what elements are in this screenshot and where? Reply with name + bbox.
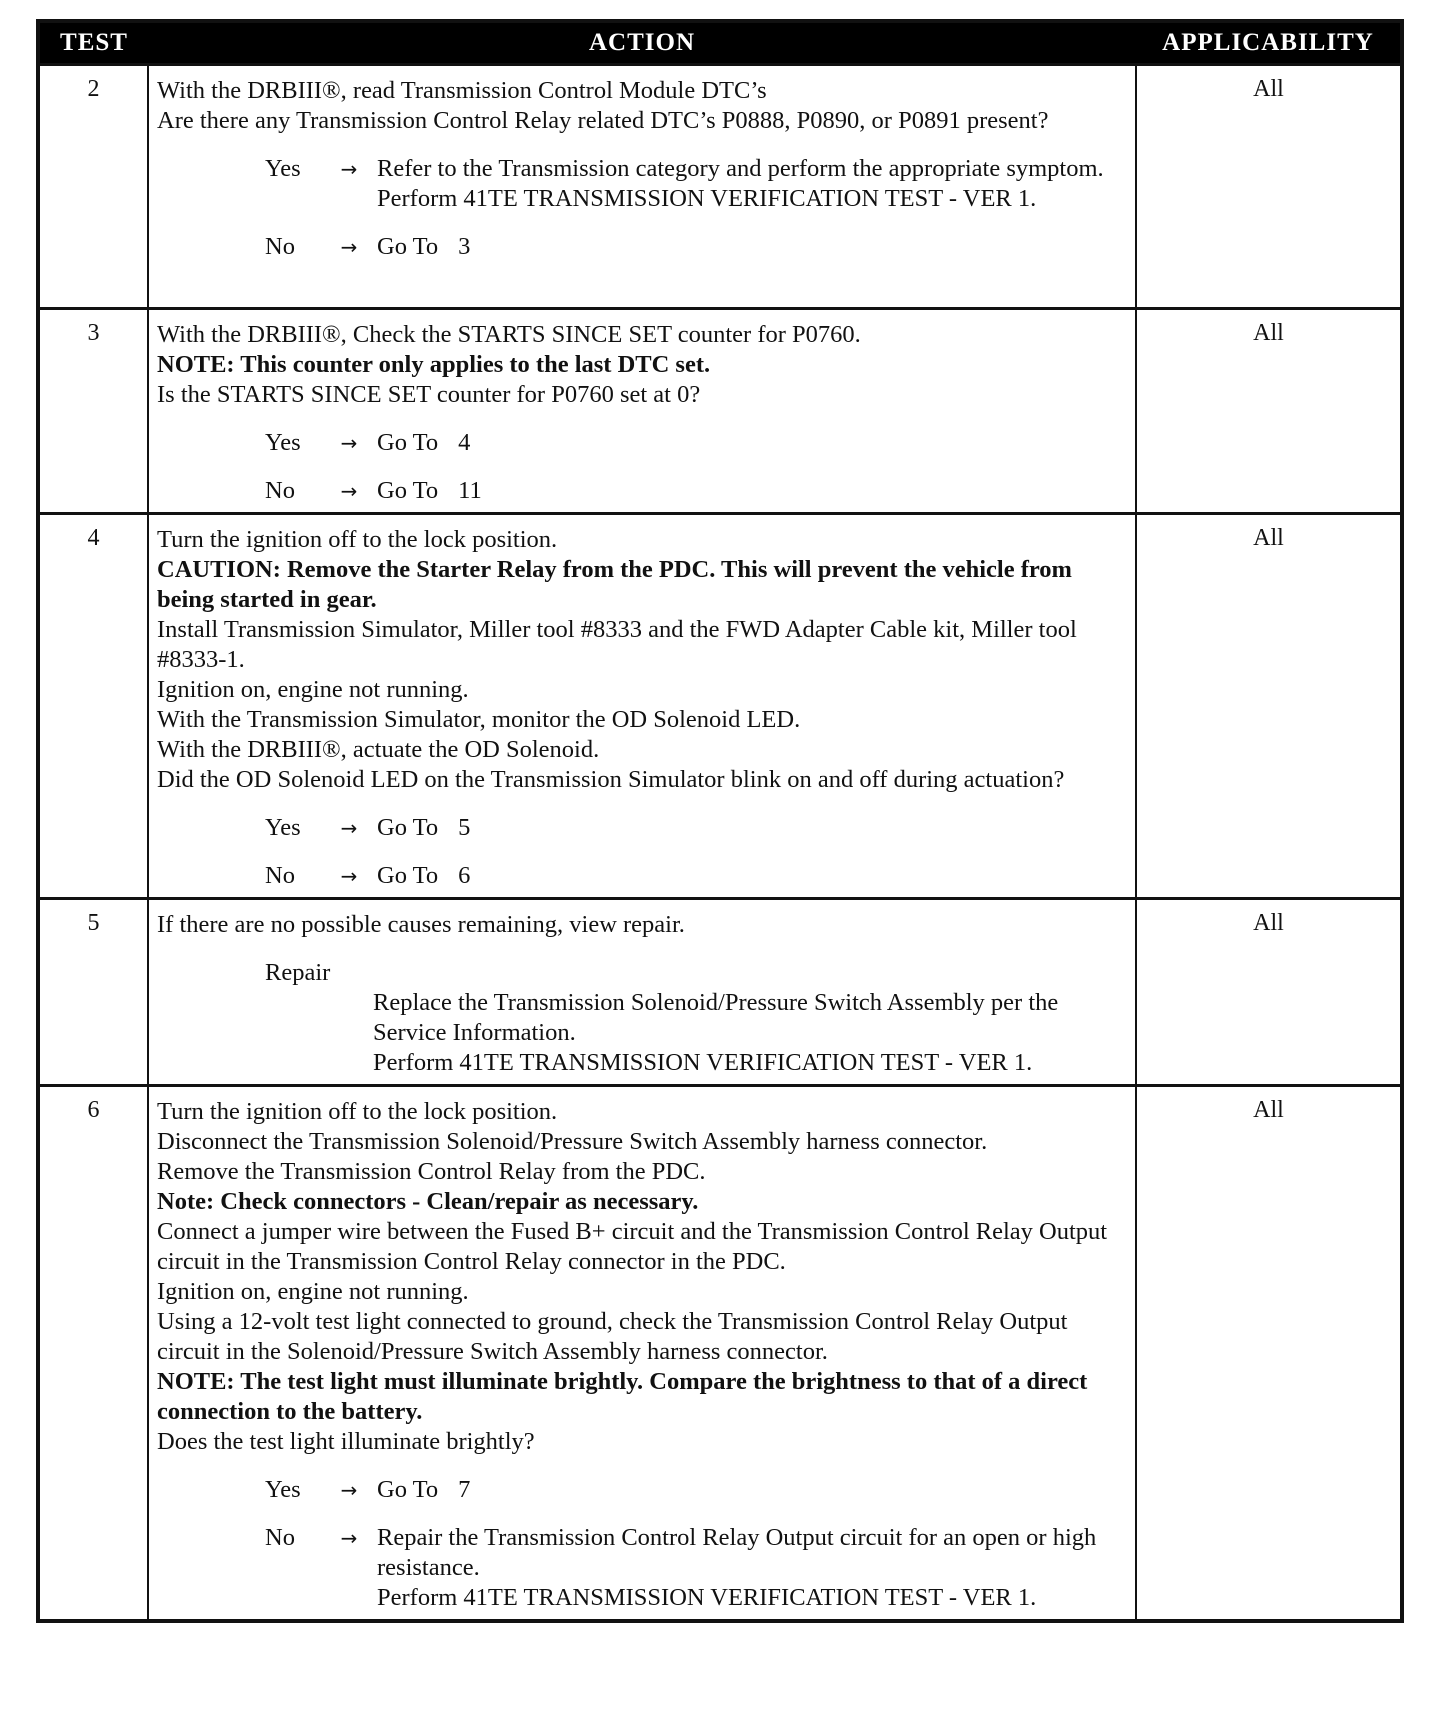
repair-text bbox=[373, 988, 1127, 1078]
action-line: With the DRBIII®, Check the STARTS SINCE SET counter for P0760. bbox=[157, 321, 861, 348]
table-row bbox=[40, 899, 1400, 1086]
action-question: Is the STARTS SINCE SET counter for P0760 set at 0? bbox=[157, 381, 701, 408]
goto-number: 3 bbox=[458, 233, 471, 260]
action-line: With the DRBIII®, actuate the OD Solenoid. bbox=[157, 736, 600, 763]
arrow-right-icon: → bbox=[340, 816, 358, 840]
test-number: 3 bbox=[40, 309, 148, 514]
yes-label: Yes bbox=[265, 155, 301, 182]
arrow-right-icon: → bbox=[340, 864, 358, 888]
table-row bbox=[40, 65, 1400, 309]
goto-number: 7 bbox=[458, 1476, 471, 1503]
no-branch bbox=[265, 861, 1127, 891]
no-label: No bbox=[265, 1524, 295, 1551]
yes-branch bbox=[265, 1475, 1127, 1505]
caution-text: CAUTION: Remove the Starter Relay from the PDC. This will prevent the vehicle from being started in gear. bbox=[157, 556, 1072, 613]
goto-number: 5 bbox=[458, 814, 471, 841]
yes-branch bbox=[265, 154, 1127, 214]
no-branch bbox=[265, 232, 1127, 262]
no-label: No bbox=[265, 233, 295, 260]
no-result bbox=[377, 476, 1127, 506]
arrow-right-icon: → bbox=[340, 431, 358, 455]
arrow-right-icon: → bbox=[340, 235, 358, 259]
action-question: Are there any Transmission Control Relay related DTC’s P0888, P0890, or P0891 present? bbox=[157, 107, 1049, 134]
header-action: ACTION bbox=[148, 23, 1136, 65]
goto-number: 6 bbox=[458, 862, 471, 889]
action-line: Turn the ignition off to the lock position. bbox=[157, 1098, 558, 1125]
yes-result-line: Perform 41TE TRANSMISSION VERIFICATION TEST - VER 1. bbox=[377, 185, 1037, 212]
goto-text: Go To bbox=[377, 233, 439, 260]
test-number: 2 bbox=[40, 65, 148, 309]
no-result-line: Perform 41TE TRANSMISSION VERIFICATION TEST - VER 1. bbox=[377, 1584, 1037, 1611]
yes-label: Yes bbox=[265, 429, 301, 456]
applicability-value: All bbox=[1136, 1086, 1400, 1620]
test-number: 6 bbox=[40, 1086, 148, 1620]
table-row bbox=[40, 1086, 1400, 1620]
arrow-right-icon: → bbox=[340, 1526, 358, 1550]
action-line: Disconnect the Transmission Solenoid/Pressure Switch Assembly harness connector. bbox=[157, 1128, 988, 1155]
action-cell bbox=[148, 1086, 1136, 1620]
table-row bbox=[40, 309, 1400, 514]
goto-text: Go To bbox=[377, 814, 439, 841]
no-branch bbox=[265, 476, 1127, 506]
diagnostic-table bbox=[40, 23, 1400, 1619]
yes-label: Yes bbox=[265, 814, 301, 841]
no-result bbox=[377, 861, 1127, 891]
no-result-line: Repair the Transmission Control Relay Output circuit for an open or high resistance. bbox=[377, 1524, 1097, 1581]
no-result bbox=[377, 1523, 1127, 1613]
no-branch bbox=[265, 1523, 1127, 1613]
applicability-value: All bbox=[1136, 309, 1400, 514]
arrow-right-icon: → bbox=[340, 479, 358, 503]
action-line: Using a 12-volt test light connected to ground, check the Transmission Control Relay Output circuit in the Solenoid/Pressure Switch Assembly harness connector. bbox=[157, 1308, 1068, 1365]
yes-result bbox=[377, 154, 1127, 214]
action-line: With the DRBIII®, read Transmission Control Module DTC’s bbox=[157, 77, 767, 104]
goto-number: 11 bbox=[458, 477, 482, 504]
action-cell bbox=[148, 899, 1136, 1086]
action-line: Install Transmission Simulator, Miller tool #8333 and the FWD Adapter Cable kit, Miller tool #8333-1. bbox=[157, 616, 1077, 673]
action-line: Turn the ignition off to the lock position. bbox=[157, 526, 558, 553]
action-cell bbox=[148, 65, 1136, 309]
applicability-value: All bbox=[1136, 65, 1400, 309]
table-header-row bbox=[40, 23, 1400, 65]
test-number: 4 bbox=[40, 514, 148, 899]
yes-result bbox=[377, 1475, 1127, 1505]
note-text: Note: Check connectors - Clean/repair as necessary. bbox=[157, 1188, 699, 1215]
goto-text: Go To bbox=[377, 862, 439, 889]
note-text: NOTE: This counter only applies to the last DTC set. bbox=[157, 351, 711, 378]
note-text: NOTE: The test light must illuminate brightly. Compare the brightness to that of a direct connection to the battery. bbox=[157, 1368, 1088, 1425]
yes-result bbox=[377, 428, 1127, 458]
yes-label: Yes bbox=[265, 1476, 301, 1503]
no-label: No bbox=[265, 477, 295, 504]
no-label: No bbox=[265, 862, 295, 889]
goto-text: Go To bbox=[377, 477, 439, 504]
goto-number: 4 bbox=[458, 429, 471, 456]
action-question: Did the OD Solenoid LED on the Transmission Simulator blink on and off during actuation? bbox=[157, 766, 1065, 793]
yes-result bbox=[377, 813, 1127, 843]
action-line: With the Transmission Simulator, monitor the OD Solenoid LED. bbox=[157, 706, 801, 733]
header-test: TEST bbox=[40, 23, 148, 65]
test-number: 5 bbox=[40, 899, 148, 1086]
action-question: Does the test light illuminate brightly? bbox=[157, 1428, 535, 1455]
action-line: Remove the Transmission Control Relay from the PDC. bbox=[157, 1158, 706, 1185]
header-applicability: APPLICABILITY bbox=[1136, 23, 1400, 65]
diagnostic-table-sheet bbox=[36, 19, 1404, 1623]
yes-branch bbox=[265, 428, 1127, 458]
action-line: If there are no possible causes remaining, view repair. bbox=[157, 911, 685, 938]
repair-label: Repair bbox=[265, 959, 331, 986]
action-cell bbox=[148, 514, 1136, 899]
goto-text: Go To bbox=[377, 429, 439, 456]
yes-result-line: Refer to the Transmission category and perform the appropriate symptom. bbox=[377, 155, 1104, 182]
action-line: Ignition on, engine not running. bbox=[157, 676, 469, 703]
applicability-value: All bbox=[1136, 514, 1400, 899]
arrow-right-icon: → bbox=[340, 1478, 358, 1502]
action-cell bbox=[148, 309, 1136, 514]
goto-text: Go To bbox=[377, 1476, 439, 1503]
arrow-right-icon: → bbox=[340, 157, 358, 181]
applicability-value: All bbox=[1136, 899, 1400, 1086]
yes-branch bbox=[265, 813, 1127, 843]
repair-line: Replace the Transmission Solenoid/Pressure Switch Assembly per the Service Information. bbox=[373, 989, 1059, 1046]
no-result bbox=[377, 232, 1127, 262]
action-line: Ignition on, engine not running. bbox=[157, 1278, 469, 1305]
repair-line: Perform 41TE TRANSMISSION VERIFICATION TEST - VER 1. bbox=[373, 1049, 1033, 1076]
table-row bbox=[40, 514, 1400, 899]
action-line: Connect a jumper wire between the Fused B+ circuit and the Transmission Control Relay Output circuit in the Transmission Control Relay connector in the PDC. bbox=[157, 1218, 1108, 1275]
